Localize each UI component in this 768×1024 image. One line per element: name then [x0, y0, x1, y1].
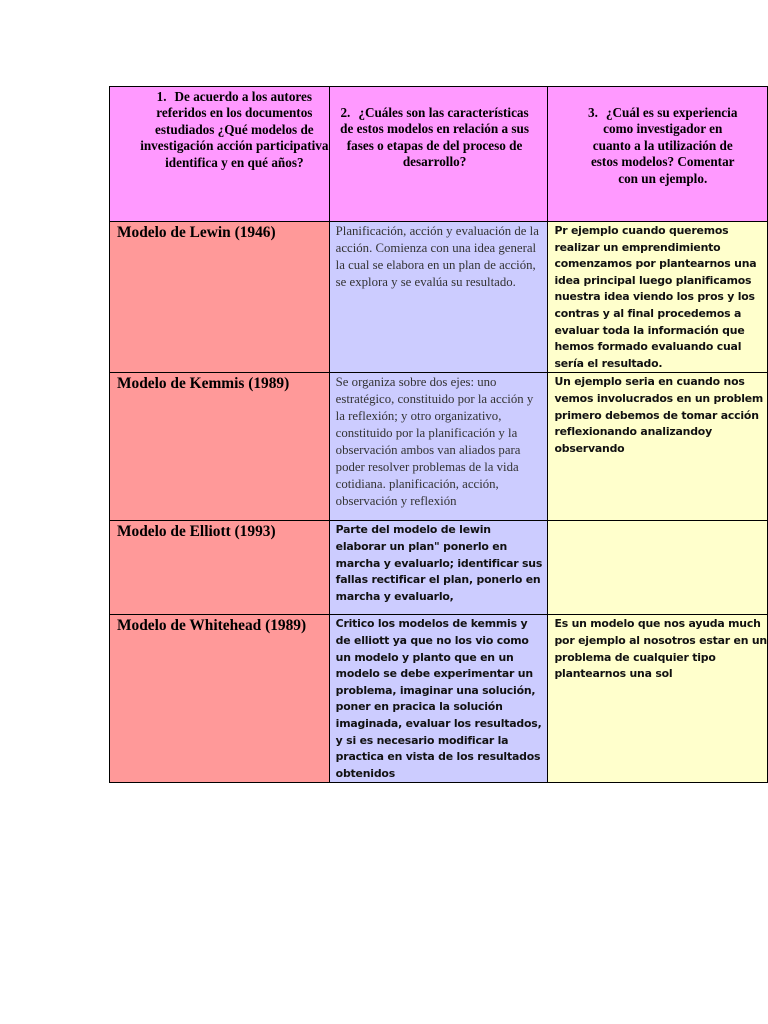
table-row-kemmis [110, 373, 768, 521]
model-name: Modelo de Whitehead (1989) [117, 617, 307, 635]
header-line: estos modelos? Comentar [590, 154, 735, 170]
characteristics-text: Se organiza sobre dos ejes: uno estratégico, constituido por la acción y la reflexión; y otro organizativo, constituido por la planificación y la observación ambos van aliados para poder resolver problemas de la vida cotidiana. planificación, acción, observación y reflexión [335, 375, 534, 508]
experience-line: evaluar toda la información que [554, 323, 745, 337]
characteristics-text: Planificación, acción y evaluación de la acción. Comienza con una idea general la cual se elabora en un plan de acción, se explora y se evalúa su resultado. [335, 224, 539, 289]
characteristics-cell [329, 222, 548, 373]
header-cell-models [110, 87, 330, 222]
header-text: De acuerdo a los autores referidos en los documentos estudiados ¿Qué modelos de investigación acción participativa identifica y en qué años? [140, 89, 329, 170]
experience-line: reflexionando analizandoy [554, 425, 712, 439]
model-name: Modelo de Kemmis (1989) [117, 375, 290, 393]
characteristics-text: Critico los modelos de kemmis y de elliott ya que no los vio como un modelo y planto que en un modelo se debe experimentar un problema, imaginar una solución, poner en pracica la solución imaginada, evaluar los resultados, y si es necesario modificar la practica en vista de los resultados obtenidos [335, 617, 542, 780]
experience-line: contras y al final procedemos a [554, 306, 742, 320]
experience-line: hemos formado evaluando cual [554, 340, 742, 354]
experience-line: Un ejemplo seria en cuando nos [554, 375, 745, 389]
model-name-cell [110, 222, 330, 373]
header-cell-characteristics [329, 87, 548, 222]
table-row-elliott [110, 521, 768, 615]
characteristics-cell [329, 373, 548, 521]
header-cell-experience [548, 87, 768, 222]
model-name: Modelo de Lewin (1946) [117, 224, 276, 241]
experience-cell [548, 615, 768, 783]
experience-line: plantearnos una sol [554, 667, 673, 681]
experience-line: realizar un emprendimiento [554, 240, 721, 254]
experience-line: vemos involucrados en un problem [554, 391, 764, 405]
experience-cell [548, 222, 768, 373]
header-number: 1. [156, 89, 167, 104]
model-name-cell [110, 521, 330, 615]
header-line: cuanto a la utilización de [592, 137, 733, 153]
model-name-cell [110, 373, 330, 521]
experience-line: nuestra idea viendo los pros y los [554, 290, 755, 304]
experience-cell [548, 373, 768, 521]
header-line: con un ejemplo. [618, 170, 708, 186]
experience-cell [548, 521, 768, 615]
experience-line: problema de cualquier tipo [554, 650, 716, 664]
table-row-whitehead [110, 615, 768, 783]
header-line: como investigador en [603, 121, 723, 137]
characteristics-cell [329, 521, 548, 615]
experience-text [548, 373, 767, 457]
table-row-lewin [110, 222, 768, 373]
experience-line: idea principal luego planificamos [554, 273, 752, 287]
experience-line: observando [554, 441, 625, 455]
header-row [110, 87, 768, 222]
experience-line: por ejemplo al nosotros estar en un [554, 633, 767, 647]
characteristics-text: Parte del modelo de lewin elaborar un plan" ponerlo en marcha y evaluarlo; identificar sus fallas rectificar el plan, ponerlo en marcha y evaluarlo, [335, 523, 543, 603]
models-table [109, 86, 768, 783]
experience-text [548, 222, 767, 372]
header-text: ¿Cuáles son las características de estos modelos en relación a sus fases o etapas de del proceso de desarrollo? [340, 105, 529, 170]
model-name-cell [110, 615, 330, 783]
experience-line: comenzamos por plantearnos una [554, 257, 757, 271]
experience-line: primero debemos de tomar acción [554, 408, 759, 422]
header-text: ¿Cuál es su experiencia [605, 105, 738, 120]
experience-text [548, 615, 767, 682]
experience-line: sería el resultado. [554, 356, 663, 370]
characteristics-cell [329, 615, 548, 783]
header-line [558, 105, 767, 121]
model-name: Modelo de Elliott (1993) [117, 523, 276, 541]
experience-line: Pr ejemplo cuando queremos [554, 224, 729, 237]
header-number: 2. [340, 105, 351, 120]
header-number: 3. [588, 105, 598, 120]
experience-line: Es un modelo que nos ayuda much [554, 617, 761, 631]
